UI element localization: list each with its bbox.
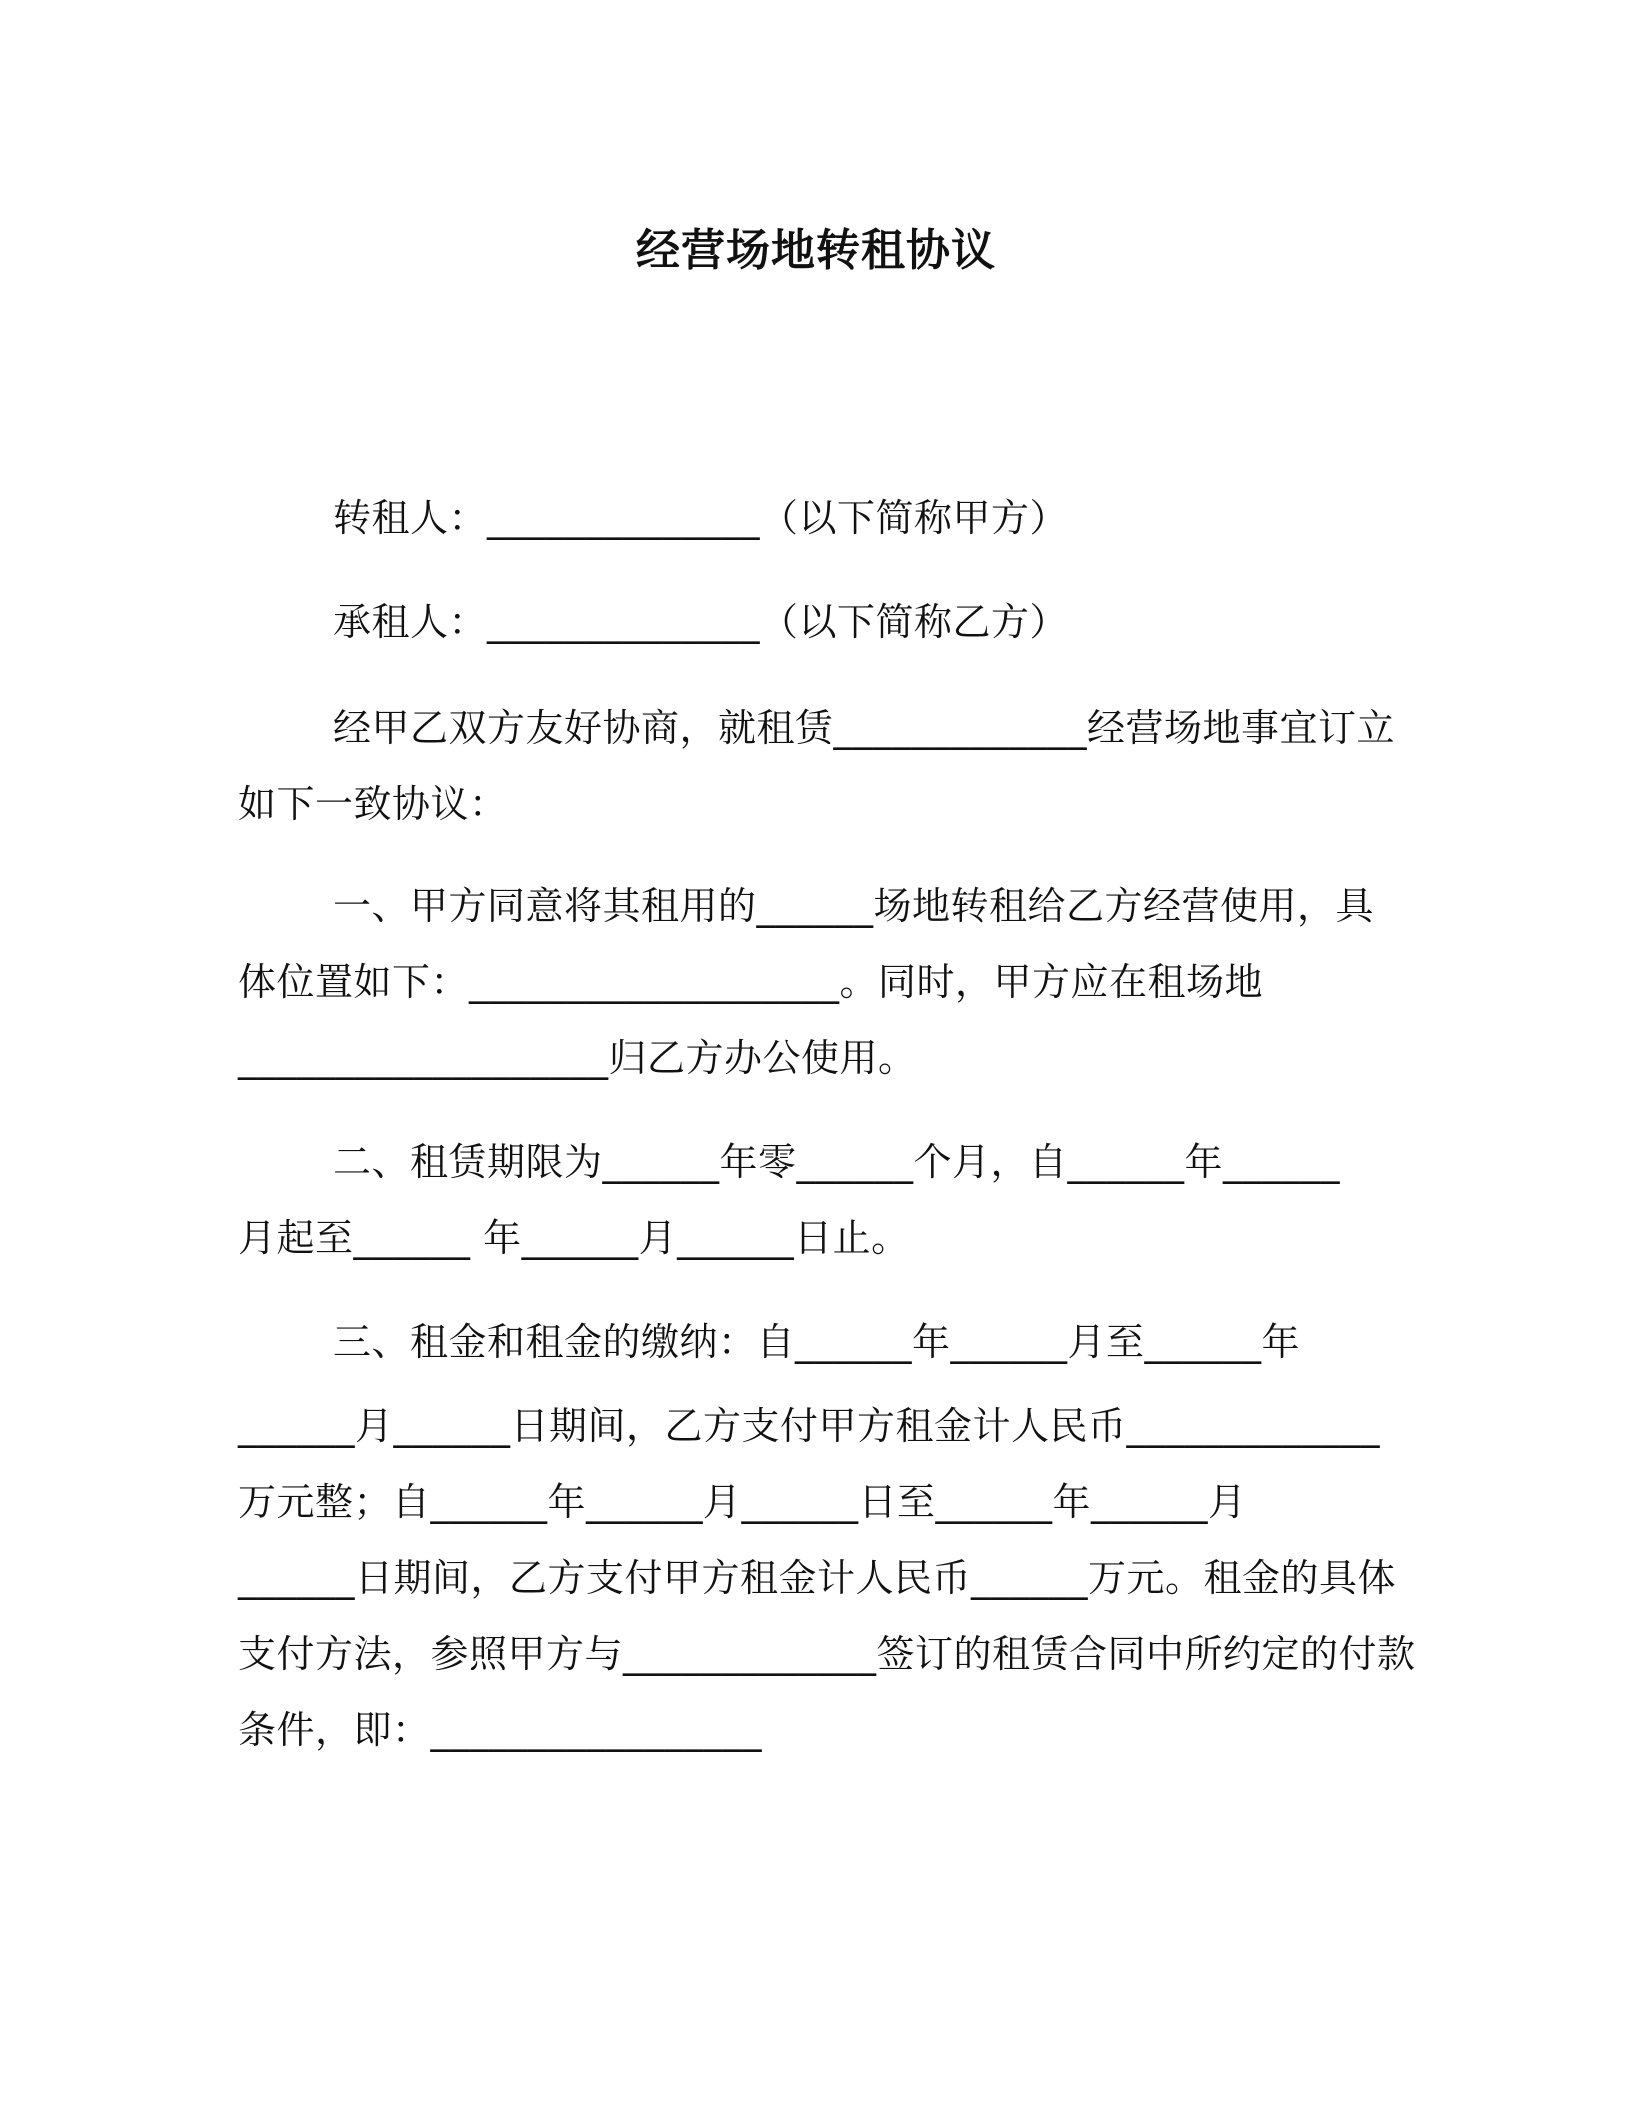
clause-1-line-3: ___________________归乙方办公使用。 <box>238 1036 917 1080</box>
clause-2-line-2: 月起至______ 年______月______日止。 <box>238 1216 910 1260</box>
clause-1-line-1: 一、甲方同意将其租用的______场地转租给乙方经营使用，具 <box>333 884 1375 928</box>
clause-3-line-1: 三、租金和租金的缴纳：自______年______月至______年 <box>333 1320 1301 1364</box>
clause-3-line-3: 万元整；自______年______月______日至______年______月 <box>238 1480 1247 1524</box>
clause-3-line-6: 条件，即：_________________ <box>238 1708 763 1752</box>
sublessee-line: 承租人：______________（以下简称乙方） <box>333 600 1069 644</box>
clause-1-line-2: 体位置如下：___________________。同时，甲方应在租场地 <box>238 960 1264 1004</box>
sublessor-line: 转租人：______________（以下简称甲方） <box>333 496 1069 540</box>
clause-3-line-2: ______月______日期间，乙方支付甲方租金计人民币_____________ <box>238 1404 1381 1448</box>
clause-3-line-5: 支付方法，参照甲方与_____________签订的租赁合同中所约定的付款 <box>238 1632 1416 1676</box>
clause-3-line-4: ______日期间，乙方支付甲方租金计人民币______万元。租金的具体 <box>238 1556 1397 1600</box>
clause-2-line-1: 二、租赁期限为______年零______个月，自______年______ <box>333 1140 1341 1184</box>
document-title: 经营场地转租协议 <box>636 225 996 276</box>
preamble-line-1: 经甲乙双方友好协商，就租赁_____________经营场地事宜订立 <box>333 706 1396 750</box>
preamble-line-2: 如下一致协议： <box>238 782 508 826</box>
